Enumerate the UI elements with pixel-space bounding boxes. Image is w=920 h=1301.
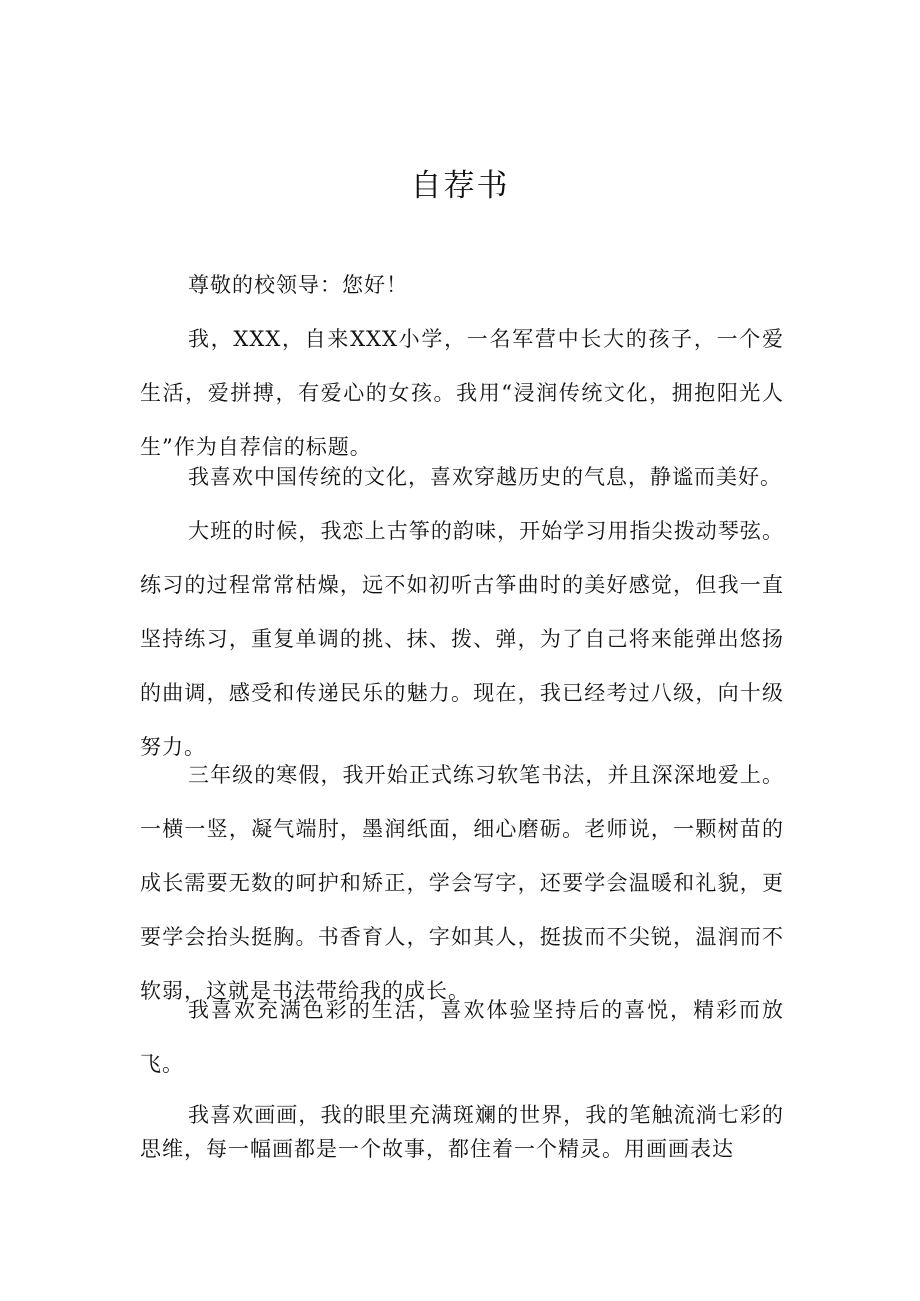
document-title: 自荐书 — [410, 168, 510, 204]
greeting-paragraph: 尊敬的校领导：您好！ — [188, 273, 408, 297]
intro-paragraph: 我，XXX，自来XXX小学，一名军营中长大的孩子，一个爱生活，爱拼搏，有爱心的女孩。我用“浸润传统文化，拥抱阳光人生”作为自荐信的标题。 — [140, 327, 784, 459]
calligraphy-paragraph: 三年级的寒假，我开始正式练习软笔书法，并且深深地爱上。一横一竖，凝气端肘，墨润纸面，细心磨砺。老师说，一颗树苗的成长需要无数的呵护和矫正，学会写字，还要学会温暖和礼貌，更要学会抬头挺胸。书香育人，字如其人，挺拔而不尖锐，温润而不软弱，这就是书法带给我的成长。 — [140, 763, 784, 1003]
guzheng-paragraph: 大班的时候，我恋上古筝的韵味，开始学习用指尖拨动琴弦。练习的过程常常枯燥，远不如初听古筝曲时的美好感觉，但我一直坚持练习，重复单调的挑、抹、拨、弹，为了自己将来能弹出悠扬的曲调，感受和传递民乐的魅力。现在，我已经考过八级，向十级努力。 — [140, 519, 784, 759]
life-paragraph: 我喜欢充满色彩的生活，喜欢体验坚持后的喜悦，精彩而放飞。 — [140, 998, 784, 1076]
painting-paragraph: 我喜欢画画，我的眼里充满斑斓的世界，我的笔触流淌七彩的思维，每一幅画都是一个故事，都住着一个精灵。用画画表达 — [140, 1103, 784, 1161]
culture-paragraph: 我喜欢中国传统的文化，喜欢穿越历史的气息，静谧而美好。 — [188, 465, 782, 489]
